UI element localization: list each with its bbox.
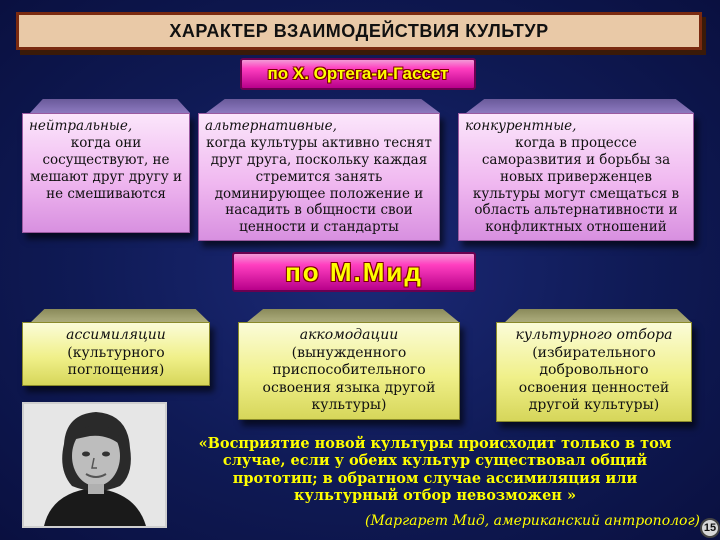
portrait-photo: [22, 402, 167, 528]
card-competitive-head: конкурентные,: [465, 118, 577, 134]
card-assimilation-head: ассимиляции: [66, 327, 166, 343]
card-competitive-body: когда в процессе саморазвития и борьбы за новых приверженцев культуры могут смещаться в область альтернативности и конфликтных отношений: [472, 134, 680, 236]
card-cap: [466, 99, 694, 113]
card-alternative: [198, 113, 440, 241]
card-competitive: [458, 113, 694, 241]
card-cap: [504, 309, 692, 323]
card-selection-body: (избирательного добровольного освоения ценностей другой культуры): [518, 344, 670, 413]
card-cap: [246, 309, 460, 323]
card-alternative-head: альтернативные,: [205, 118, 337, 134]
card-accommodation: [238, 322, 460, 420]
card-neutral-body: когда они сосуществуют, не мешают друг другу и не смешиваются: [29, 134, 183, 202]
card-cap: [30, 99, 190, 113]
card-neutral-head: нейтральные,: [29, 118, 133, 134]
card-cap: [206, 99, 440, 113]
card-assimilation-body: (культурного поглощения): [67, 344, 165, 378]
quote-author: (Маргарет Мид, американский антрополог): [364, 513, 700, 529]
card-assimilation: [22, 322, 210, 386]
card-selection: [496, 322, 692, 422]
card-cap: [30, 309, 210, 323]
quote-text: «Восприятие новой культуры происходит только в том случае, если у обеих культур существовал общий прототип; в обратном случае ассимиляция или культурный отбор невозможен »: [198, 435, 672, 505]
card-accommodation-body: (вынужденного приспособительного освоения языка другой культуры): [262, 344, 436, 413]
card-neutral: [22, 113, 190, 233]
card-selection-head: культурного отбора: [515, 327, 673, 343]
card-alternative-body: когда культуры активно теснят друг друга, поскольку каждая стремится занять доминирующее положение и насадить в общности свои ценности и стандарты: [206, 134, 432, 236]
page-title: ХАРАКТЕР ВЗАИМОДЕЙСТВИЯ КУЛЬТУР: [169, 20, 549, 41]
title-box: [16, 12, 702, 50]
page-number-badge: 15: [700, 518, 720, 538]
banner-ortega: по Х. Ортега-и-Гассет: [240, 58, 476, 90]
card-accommodation-head: аккомодации: [299, 327, 399, 343]
portrait-image: [24, 404, 165, 526]
banner-mead: по М.Мид: [232, 252, 476, 292]
